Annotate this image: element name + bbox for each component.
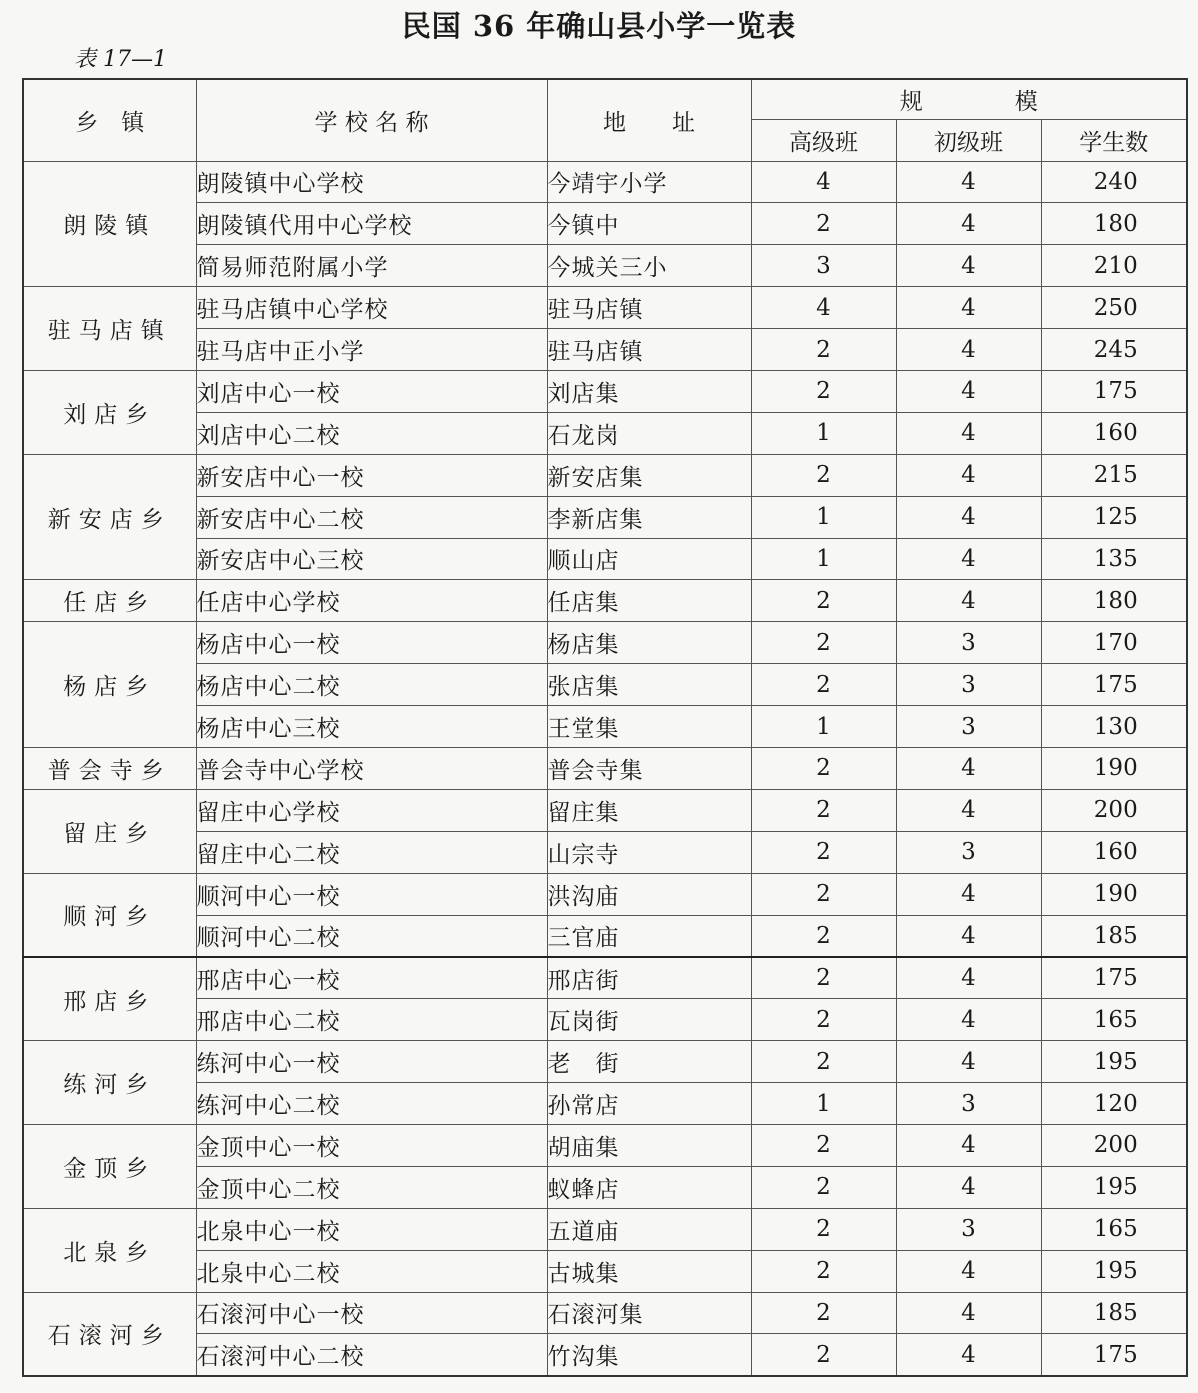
students-cell: 215 [1041, 454, 1187, 496]
school-name-cell: 任店中心学校 [196, 580, 547, 622]
school-name-cell: 练河中心二校 [196, 1083, 547, 1125]
senior-classes-cell: 1 [751, 1083, 896, 1125]
senior-classes-cell: 2 [751, 1208, 896, 1250]
address-cell: 留庄集 [547, 789, 751, 831]
students-cell: 240 [1041, 161, 1187, 203]
students-cell: 160 [1041, 831, 1187, 873]
town-cell: 新安店乡 [23, 454, 196, 580]
table-row [23, 706, 1187, 748]
table-row [23, 454, 1187, 496]
junior-classes-cell: 4 [896, 580, 1041, 622]
table-row [23, 747, 1187, 789]
address-cell: 今镇中 [547, 203, 751, 245]
senior-classes-cell: 2 [751, 1124, 896, 1166]
junior-classes-cell: 3 [896, 706, 1041, 748]
junior-classes-cell: 4 [896, 538, 1041, 580]
table-row [23, 1334, 1187, 1376]
town-cell: 普会寺乡 [23, 747, 196, 789]
junior-classes-cell: 3 [896, 831, 1041, 873]
school-name-cell: 杨店中心三校 [196, 706, 547, 748]
senior-classes-cell: 2 [751, 1166, 896, 1208]
table-row [23, 370, 1187, 412]
address-cell: 顺山店 [547, 538, 751, 580]
students-cell: 160 [1041, 412, 1187, 454]
address-cell: 瓦岗街 [547, 999, 751, 1041]
town-cell: 金顶乡 [23, 1124, 196, 1208]
students-cell: 200 [1041, 1124, 1187, 1166]
students-cell: 165 [1041, 1208, 1187, 1250]
table-row [23, 831, 1187, 873]
address-cell: 邢店街 [547, 957, 751, 999]
school-name-cell: 普会寺中心学校 [196, 747, 547, 789]
students-cell: 195 [1041, 1250, 1187, 1292]
table-row [23, 1124, 1187, 1166]
students-cell: 170 [1041, 622, 1187, 664]
junior-classes-cell: 4 [896, 789, 1041, 831]
students-cell: 180 [1041, 580, 1187, 622]
address-cell: 今城关三小 [547, 245, 751, 287]
table-body [23, 161, 1187, 1376]
address-cell: 五道庙 [547, 1208, 751, 1250]
header-address: 地 址 [547, 79, 751, 161]
junior-classes-cell: 4 [896, 1041, 1041, 1083]
address-cell: 山宗寺 [547, 831, 751, 873]
students-cell: 210 [1041, 245, 1187, 287]
address-cell: 新安店集 [547, 454, 751, 496]
table-row [23, 496, 1187, 538]
school-name-cell: 留庄中心学校 [196, 789, 547, 831]
senior-classes-cell: 2 [751, 1334, 896, 1376]
students-cell: 120 [1041, 1083, 1187, 1125]
senior-classes-cell: 2 [751, 957, 896, 999]
address-cell: 李新店集 [547, 496, 751, 538]
header-scale: 规 模 [751, 79, 1187, 119]
address-cell: 古城集 [547, 1250, 751, 1292]
students-cell: 245 [1041, 329, 1187, 371]
senior-classes-cell: 4 [751, 287, 896, 329]
table-row [23, 412, 1187, 454]
school-name-cell: 邢店中心一校 [196, 957, 547, 999]
students-cell: 180 [1041, 203, 1187, 245]
senior-classes-cell: 1 [751, 706, 896, 748]
table-row [23, 580, 1187, 622]
students-cell: 195 [1041, 1041, 1187, 1083]
students-cell: 190 [1041, 747, 1187, 789]
town-cell: 驻马店镇 [23, 287, 196, 371]
table-row [23, 287, 1187, 329]
students-cell: 135 [1041, 538, 1187, 580]
school-name-cell: 练河中心一校 [196, 1041, 547, 1083]
junior-classes-cell: 3 [896, 622, 1041, 664]
school-name-cell: 金顶中心一校 [196, 1124, 547, 1166]
town-cell: 北泉乡 [23, 1208, 196, 1292]
address-cell: 洪沟庙 [547, 873, 751, 915]
table-row [23, 1083, 1187, 1125]
senior-classes-cell: 2 [751, 622, 896, 664]
town-cell: 任店乡 [23, 580, 196, 622]
school-name-cell: 顺河中心一校 [196, 873, 547, 915]
school-name-cell: 新安店中心三校 [196, 538, 547, 580]
junior-classes-cell: 4 [896, 915, 1041, 957]
school-name-cell: 杨店中心二校 [196, 664, 547, 706]
address-cell: 老 街 [547, 1041, 751, 1083]
students-cell: 250 [1041, 287, 1187, 329]
page-title: 民国 36 年确山县小学一览表 [401, 9, 797, 43]
students-cell: 175 [1041, 1334, 1187, 1376]
school-name-cell: 新安店中心一校 [196, 454, 547, 496]
town-cell: 邢店乡 [23, 957, 196, 1041]
students-cell: 175 [1041, 957, 1187, 999]
address-cell: 驻马店镇 [547, 287, 751, 329]
address-cell: 石滚河集 [547, 1292, 751, 1334]
students-cell: 200 [1041, 789, 1187, 831]
students-cell: 175 [1041, 370, 1187, 412]
junior-classes-cell: 4 [896, 1250, 1041, 1292]
table-number: 表 17—1 [74, 47, 167, 72]
table-row [23, 161, 1187, 203]
address-cell: 蚁蜂店 [547, 1166, 751, 1208]
address-cell: 杨店集 [547, 622, 751, 664]
senior-classes-cell: 2 [751, 1250, 896, 1292]
town-cell: 杨店乡 [23, 622, 196, 748]
senior-classes-cell: 2 [751, 1292, 896, 1334]
table-row [23, 538, 1187, 580]
junior-classes-cell: 4 [896, 370, 1041, 412]
header-students: 学生数 [1041, 119, 1187, 161]
junior-classes-cell: 4 [896, 412, 1041, 454]
senior-classes-cell: 2 [751, 454, 896, 496]
senior-classes-cell: 1 [751, 538, 896, 580]
table-row [23, 957, 1187, 999]
school-name-cell: 朗陵镇代用中心学校 [196, 203, 547, 245]
table-row [23, 1292, 1187, 1334]
students-cell: 130 [1041, 706, 1187, 748]
address-cell: 孙常店 [547, 1083, 751, 1125]
school-name-cell: 留庄中心二校 [196, 831, 547, 873]
students-cell: 125 [1041, 496, 1187, 538]
school-name-cell: 北泉中心一校 [196, 1208, 547, 1250]
address-cell: 张店集 [547, 664, 751, 706]
address-cell: 今靖宇小学 [547, 161, 751, 203]
table-row [23, 1041, 1187, 1083]
address-cell: 驻马店镇 [547, 329, 751, 371]
junior-classes-cell: 4 [896, 496, 1041, 538]
header-school: 学 校 名 称 [196, 79, 547, 161]
students-cell: 185 [1041, 915, 1187, 957]
senior-classes-cell: 2 [751, 789, 896, 831]
school-name-cell: 北泉中心二校 [196, 1250, 547, 1292]
address-cell: 任店集 [547, 580, 751, 622]
senior-classes-cell: 2 [751, 747, 896, 789]
junior-classes-cell: 4 [896, 1292, 1041, 1334]
school-name-cell: 杨店中心一校 [196, 622, 547, 664]
senior-classes-cell: 2 [751, 873, 896, 915]
students-cell: 195 [1041, 1166, 1187, 1208]
junior-classes-cell: 3 [896, 1208, 1041, 1250]
school-name-cell: 石滚河中心一校 [196, 1292, 547, 1334]
header-senior-classes: 高级班 [751, 119, 896, 161]
senior-classes-cell: 1 [751, 496, 896, 538]
school-name-cell: 驻马店中正小学 [196, 329, 547, 371]
students-cell: 175 [1041, 664, 1187, 706]
senior-classes-cell: 3 [751, 245, 896, 287]
junior-classes-cell: 4 [896, 1334, 1041, 1376]
town-cell: 留庄乡 [23, 789, 196, 873]
address-cell: 竹沟集 [547, 1334, 751, 1376]
address-cell: 三官庙 [547, 915, 751, 957]
header-junior-classes: 初级班 [896, 119, 1041, 161]
address-cell: 胡庙集 [547, 1124, 751, 1166]
senior-classes-cell: 2 [751, 1041, 896, 1083]
table-header [23, 79, 1187, 161]
school-name-cell: 驻马店镇中心学校 [196, 287, 547, 329]
senior-classes-cell: 2 [751, 915, 896, 957]
junior-classes-cell: 4 [896, 161, 1041, 203]
table-row [23, 1250, 1187, 1292]
table-row [23, 1208, 1187, 1250]
senior-classes-cell: 4 [751, 161, 896, 203]
address-cell: 石龙岗 [547, 412, 751, 454]
students-cell: 165 [1041, 999, 1187, 1041]
students-cell: 190 [1041, 873, 1187, 915]
junior-classes-cell: 3 [896, 664, 1041, 706]
address-cell: 王堂集 [547, 706, 751, 748]
table-row [23, 915, 1187, 957]
senior-classes-cell: 2 [751, 999, 896, 1041]
junior-classes-cell: 4 [896, 245, 1041, 287]
town-cell: 石滚河乡 [23, 1292, 196, 1376]
school-name-cell: 刘店中心二校 [196, 412, 547, 454]
address-cell: 普会寺集 [547, 747, 751, 789]
senior-classes-cell: 2 [751, 664, 896, 706]
junior-classes-cell: 4 [896, 999, 1041, 1041]
senior-classes-cell: 2 [751, 329, 896, 371]
schools-table [22, 78, 1188, 1377]
town-cell: 练河乡 [23, 1041, 196, 1125]
town-cell: 朗陵镇 [23, 161, 196, 287]
senior-classes-cell: 2 [751, 203, 896, 245]
table-row [23, 789, 1187, 831]
junior-classes-cell: 4 [896, 747, 1041, 789]
junior-classes-cell: 4 [896, 873, 1041, 915]
senior-classes-cell: 1 [751, 412, 896, 454]
table-row [23, 203, 1187, 245]
table-row [23, 329, 1187, 371]
junior-classes-cell: 4 [896, 454, 1041, 496]
senior-classes-cell: 2 [751, 370, 896, 412]
header-town: 乡 镇 [23, 79, 196, 161]
school-name-cell: 刘店中心一校 [196, 370, 547, 412]
school-name-cell: 朗陵镇中心学校 [196, 161, 547, 203]
school-name-cell: 邢店中心二校 [196, 999, 547, 1041]
junior-classes-cell: 4 [896, 287, 1041, 329]
school-name-cell: 顺河中心二校 [196, 915, 547, 957]
table-row [23, 622, 1187, 664]
address-cell: 刘店集 [547, 370, 751, 412]
students-cell: 185 [1041, 1292, 1187, 1334]
school-name-cell: 石滚河中心二校 [196, 1334, 547, 1376]
town-cell: 顺河乡 [23, 873, 196, 957]
senior-classes-cell: 2 [751, 831, 896, 873]
junior-classes-cell: 4 [896, 329, 1041, 371]
junior-classes-cell: 4 [896, 957, 1041, 999]
junior-classes-cell: 4 [896, 1124, 1041, 1166]
school-name-cell: 简易师范附属小学 [196, 245, 547, 287]
table-row [23, 664, 1187, 706]
table-row [23, 245, 1187, 287]
school-name-cell: 新安店中心二校 [196, 496, 547, 538]
senior-classes-cell: 2 [751, 580, 896, 622]
junior-classes-cell: 4 [896, 1166, 1041, 1208]
town-cell: 刘店乡 [23, 370, 196, 454]
table-row [23, 999, 1187, 1041]
school-name-cell: 金顶中心二校 [196, 1166, 547, 1208]
junior-classes-cell: 4 [896, 203, 1041, 245]
table-row [23, 1166, 1187, 1208]
junior-classes-cell: 3 [896, 1083, 1041, 1125]
table-row [23, 873, 1187, 915]
